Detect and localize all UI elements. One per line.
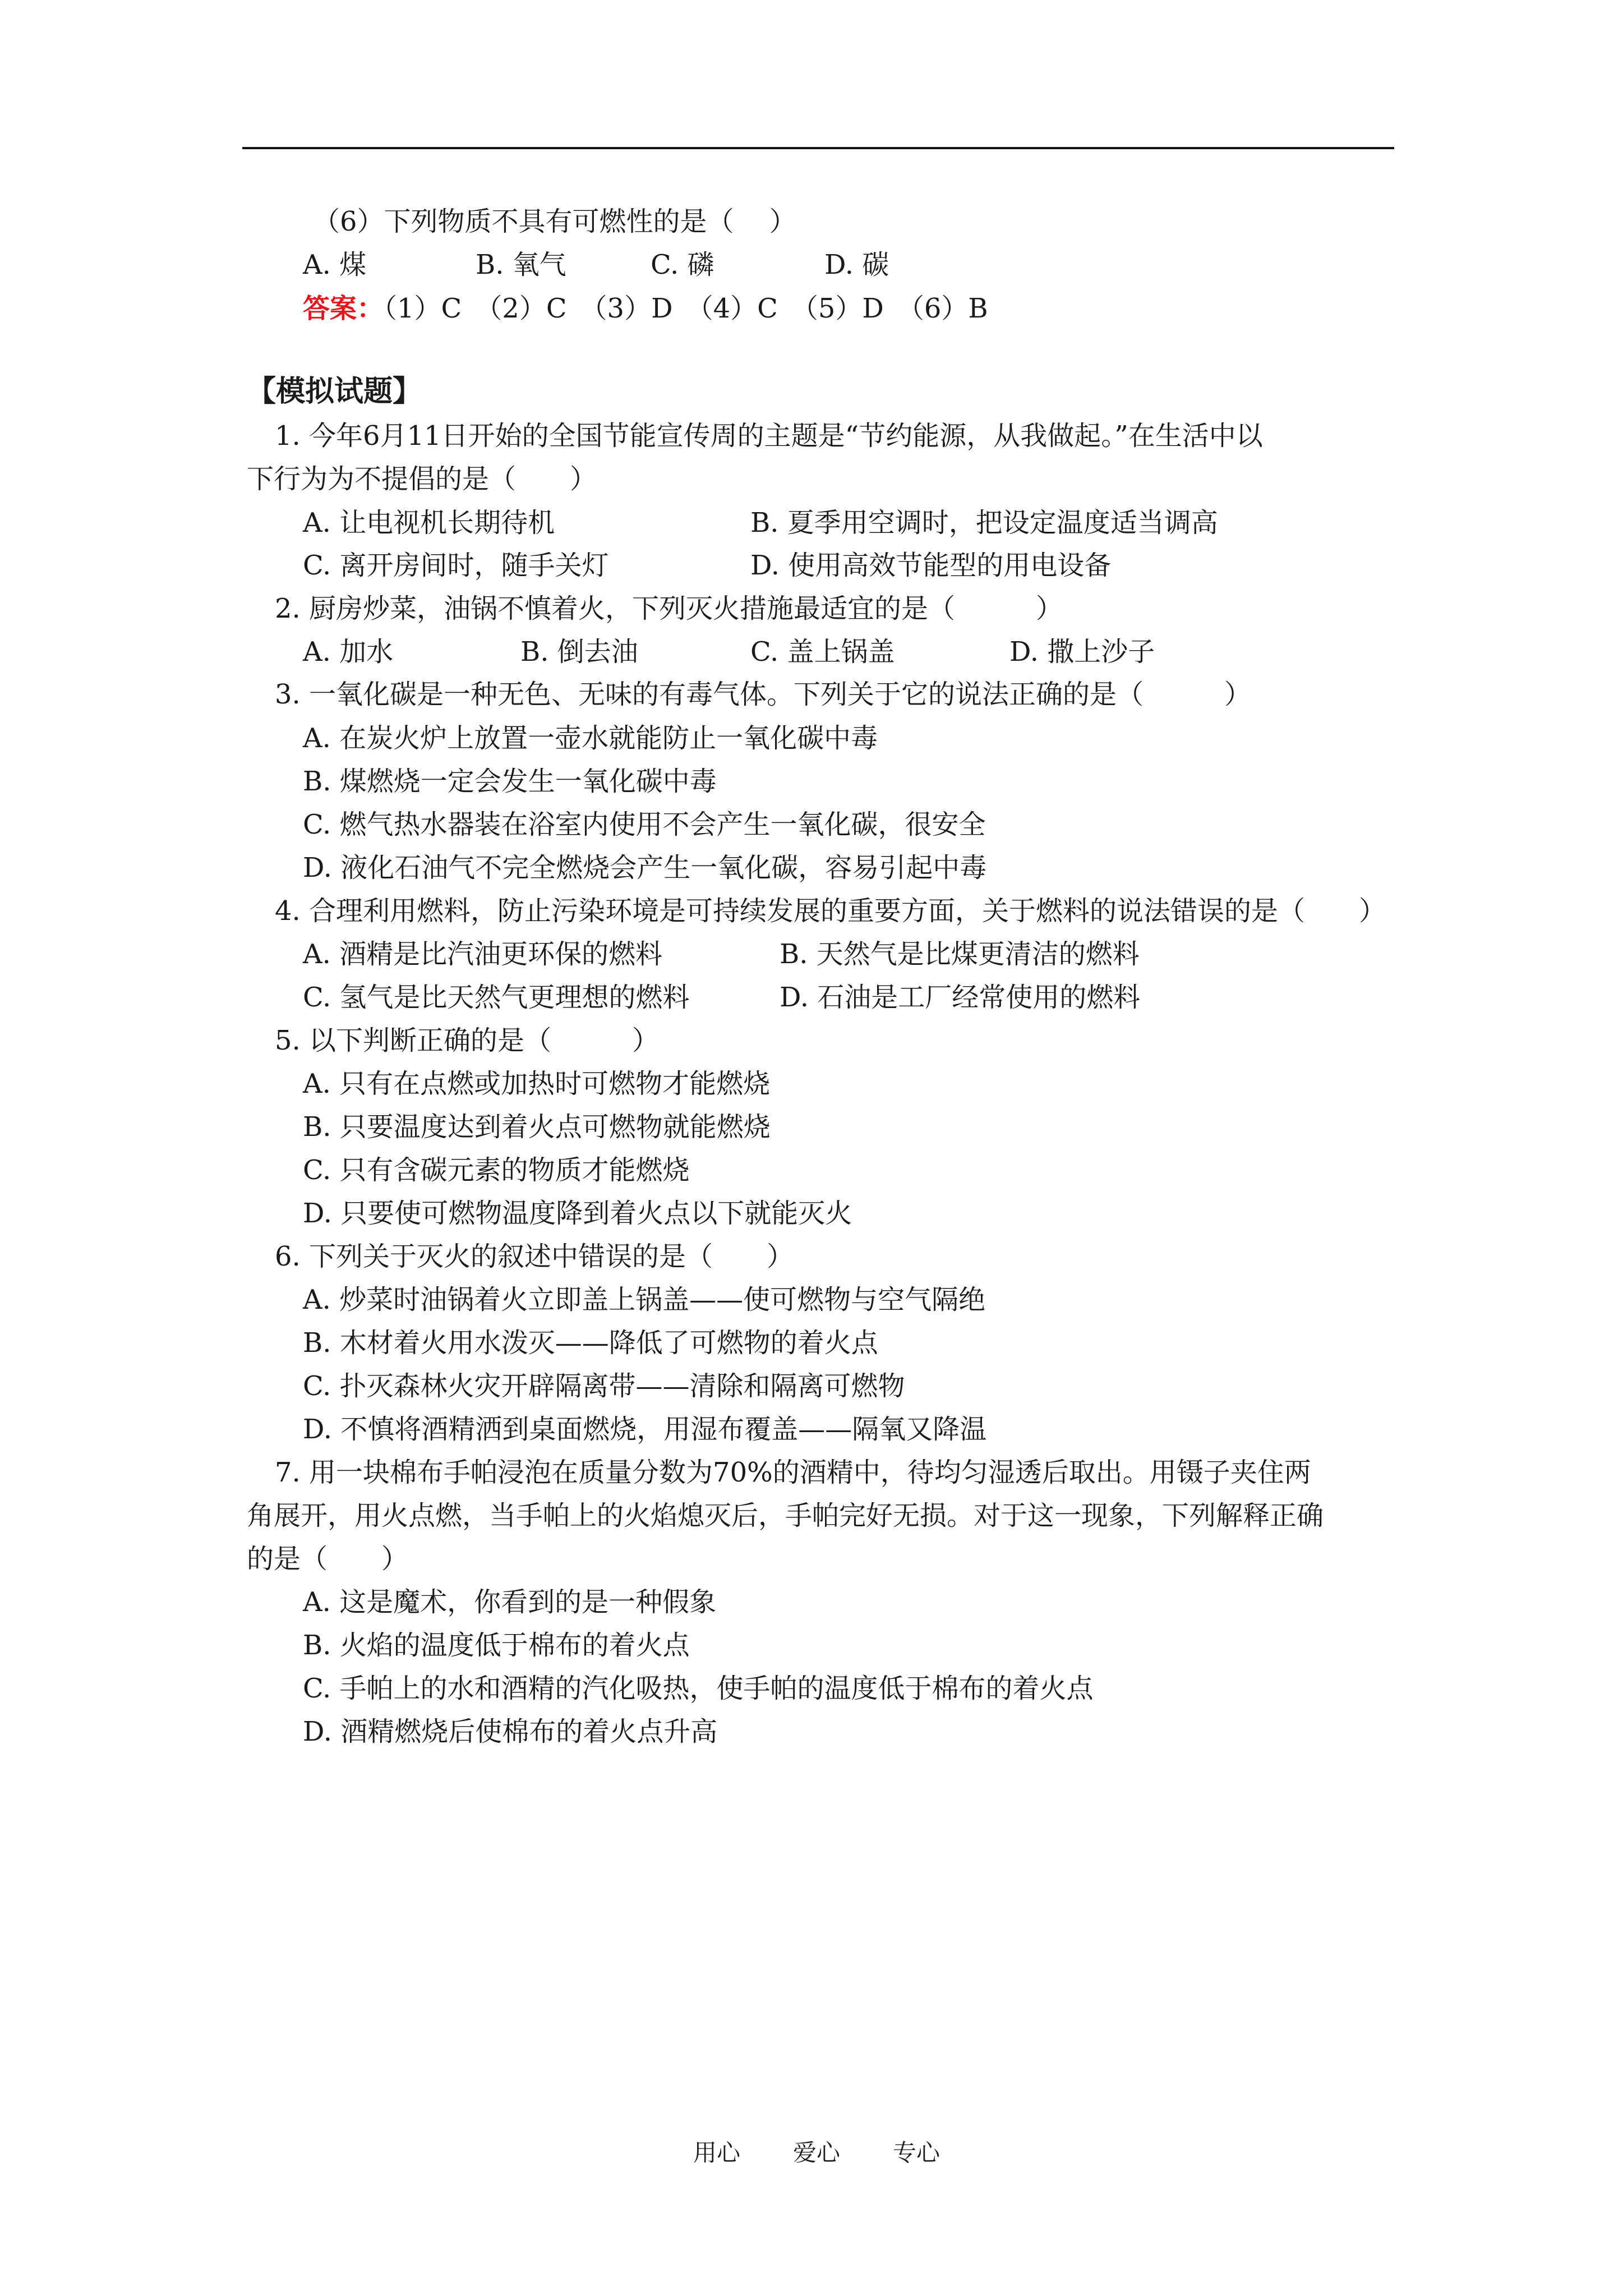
prev-option-c: C. 磷 [651,249,714,280]
q6-option-c: C. 扑灭森林火灾开辟隔离带——清除和隔离可燃物 [303,1370,905,1402]
q3-stem: 3. 一氧化碳是一种无色、无味的有毒气体。下列关于它的说法正确的是（ ） [275,679,1252,710]
footer-text-2: 爱心 [793,2139,841,2166]
q6-option-b: B. 木材着火用水泼灭——降低了可燃物的着火点 [303,1327,878,1359]
q3-option-c: C. 燃气热水器装在浴室内使用不会产生一氧化碳，很安全 [303,809,986,840]
header-rule [242,147,1394,149]
q4-option-c: C. 氢气是比天然气更理想的燃料 [303,982,690,1013]
q1-option-d: D. 使用高效节能型的用电设备 [750,550,1112,581]
q1-option-a: A. 让电视机长期待机 [303,507,555,539]
q4-option-d: D. 石油是工厂经常使用的燃料 [780,982,1141,1013]
footer-text-3: 专心 [893,2139,940,2166]
q2-option-c: C. 盖上锅盖 [750,636,895,668]
q1-option-b: B. 夏季用空调时，把设定温度适当调高 [750,507,1218,539]
answer-line [303,292,988,325]
prev-option-b: B. 氧气 [476,249,566,280]
q5-stem: 5. 以下判断正确的是（ ） [275,1025,660,1056]
q3-option-d: D. 液化石油气不完全燃烧会产生一氧化碳，容易引起中毒 [303,852,987,884]
q5-option-c: C. 只有含碳元素的物质才能燃烧 [303,1154,690,1186]
q3-option-b: B. 煤燃烧一定会发生一氧化碳中毒 [303,766,717,797]
q2-option-a: A. 加水 [303,636,394,668]
answer-text: （1）C （2）C （3）D （4）C （5）D （6）B [384,293,988,324]
prev-question-stem: （6）下列物质不具有可燃性的是（ ） [313,206,796,237]
q7-stem-line-3: 的是（ ） [247,1543,409,1575]
q6-stem: 6. 下列关于灭火的叙述中错误的是（ ） [275,1241,794,1272]
q7-option-c: C. 手帕上的水和酒精的汽化吸热，使手帕的温度低于棉布的着火点 [303,1673,1094,1704]
q5-option-b: B. 只要温度达到着火点可燃物就能燃烧 [303,1111,771,1143]
q4-option-b: B. 天然气是比煤更清洁的燃料 [780,938,1140,970]
q5-option-d: D. 只要使可燃物温度降到着火点以下就能灭火 [303,1198,852,1229]
q7-stem-line-1: 7. 用一块棉布手帕浸泡在质量分数为70%的酒精中，待均匀湿透后取出。用镊子夹住两 [275,1457,1311,1488]
q2-stem: 2. 厨房炒菜，油锅不慎着火，下列灭火措施最适宜的是（ ） [275,593,1063,624]
q3-option-a: A. 在炭火炉上放置一壶水就能防止一氧化碳中毒 [303,723,878,754]
q7-option-a: A. 这是魔术，你看到的是一种假象 [303,1586,717,1618]
section-title: 【模拟试题】 [247,374,422,408]
q5-option-a: A. 只有在点燃或加热时可燃物才能燃烧 [303,1068,771,1099]
q1-stem-line-2: 下行为为不提倡的是（ ） [247,463,597,495]
footer-text-1: 用心 [693,2139,741,2166]
q4-option-a: A. 酒精是比汽油更环保的燃料 [303,938,663,970]
q2-option-b: B. 倒去油 [520,636,638,668]
q7-option-d: D. 酒精燃烧后使棉布的着火点升高 [303,1716,718,1747]
prev-option-a: A. 煤 [303,249,367,280]
q4-stem: 4. 合理利用燃料，防止污染环境是可持续发展的重要方面，关于燃料的说法错误的是（ ） [275,895,1386,927]
q7-option-b: B. 火焰的温度低于棉布的着火点 [303,1630,690,1661]
q1-option-c: C. 离开房间时，随手关灯 [303,550,609,581]
q6-option-d: D. 不慎将酒精洒到桌面燃烧，用湿布覆盖——隔氧又降温 [303,1414,987,1445]
q6-option-a: A. 炒菜时油锅着火立即盖上锅盖——使可燃物与空气隔绝 [303,1284,986,1315]
q1-stem-line-1: 1. 今年6月11日开始的全国节能宣传周的主题是“节约能源，从我做起。”在生活中以 [275,420,1263,452]
answer-label: 答案： [303,293,384,324]
q7-stem-line-2: 角展开，用火点燃，当手帕上的火焰熄灭后，手帕完好无损。对于这一现象，下列解释正确 [247,1500,1324,1531]
q2-option-d: D. 撒上沙子 [1009,636,1155,668]
prev-option-d: D. 碳 [824,249,889,280]
